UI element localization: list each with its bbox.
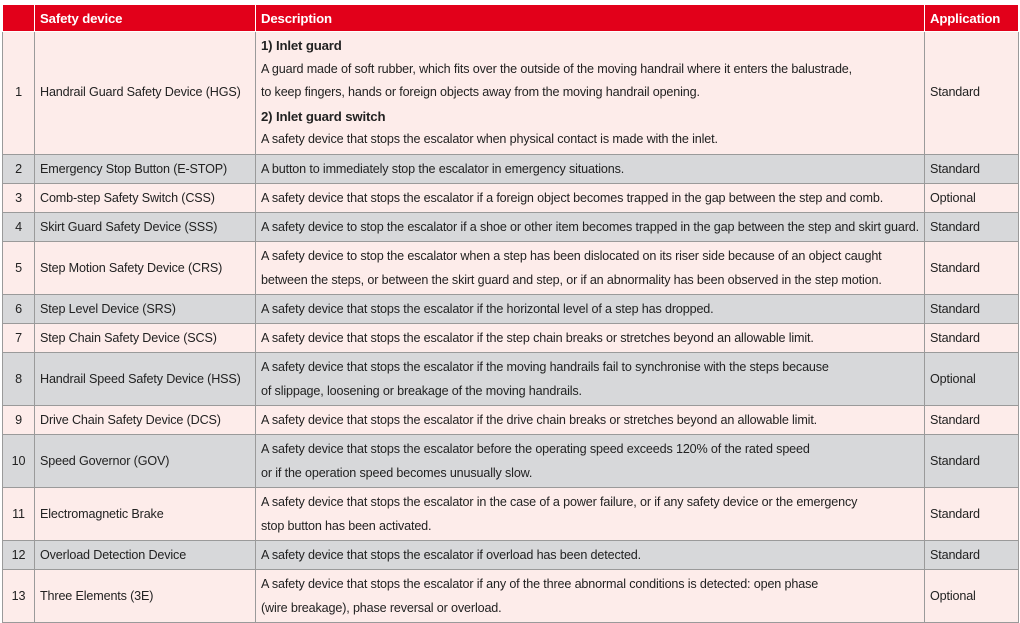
device-name: Step Chain Safety Device (SCS) [35,323,256,352]
description-line: A safety device that stops the escalator when physical contact is made with the inlet. [261,132,718,146]
row-number: 7 [3,323,35,352]
description-line: A safety device that stops the escalator if a foreign object becomes trapped in the gap between the step and comb. [261,190,884,205]
row-number: 12 [3,540,35,569]
device-description [256,323,925,352]
description-line: to keep fingers, hands or foreign objects away from the moving handrail opening. [261,85,700,99]
description-line: A safety device that stops the escalator if the step chain breaks or stretches beyond an allowable limit. [261,330,814,345]
row-number: 10 [3,434,35,487]
description-line: A safety device that stops the escalator in the case of a power failure, or if any safety device or the emergency [261,494,858,509]
device-application: Standard [925,212,1019,241]
safety-devices-table-container [2,4,1018,623]
description-line: A safety device that stops the escalator before the operating speed exceeds 120% of the rated speed [261,441,810,456]
description-line: A button to immediately stop the escalator in emergency situations. [261,161,625,176]
description-line: (wire breakage), phase reversal or overload. [261,600,502,615]
row-number: 6 [3,294,35,323]
table-row [3,32,1019,155]
device-name: Handrail Speed Safety Device (HSS) [35,352,256,405]
table-row [3,241,1019,294]
device-description [256,212,925,241]
device-name: Overload Detection Device [35,540,256,569]
table-row [3,212,1019,241]
device-application: Standard [925,32,1019,155]
row-number: 8 [3,352,35,405]
row-number: 1 [3,32,35,155]
device-application: Optional [925,183,1019,212]
device-application: Standard [925,487,1019,540]
description-line: A safety device to stop the escalator when a step has been dislocated on its riser side because of an object caught [261,248,882,263]
table-row [3,323,1019,352]
device-name: Step Level Device (SRS) [35,294,256,323]
description-subheading: 1) Inlet guard [261,38,342,53]
device-name: Speed Governor (GOV) [35,434,256,487]
device-name: Electromagnetic Brake [35,487,256,540]
device-name: Comb-step Safety Switch (CSS) [35,183,256,212]
device-description [256,487,925,540]
header-description: Description [256,5,925,32]
table-row [3,183,1019,212]
device-application: Standard [925,434,1019,487]
table-header-row [3,5,1019,32]
device-name: Step Motion Safety Device (CRS) [35,241,256,294]
device-application: Standard [925,323,1019,352]
description-line: of slippage, loosening or breakage of the moving handrails. [261,383,582,398]
description-line: A safety device that stops the escalator if any of the three abnormal conditions is detected: open phase [261,576,819,591]
row-number: 5 [3,241,35,294]
row-number: 4 [3,212,35,241]
device-description [256,540,925,569]
description-line: or if the operation speed becomes unusually slow. [261,465,533,480]
description-line: A safety device that stops the escalator if the drive chain breaks or stretches beyond an allowable limit. [261,412,818,427]
table-row [3,352,1019,405]
device-name: Drive Chain Safety Device (DCS) [35,405,256,434]
description-subheading: 2) Inlet guard switch [261,108,386,124]
table-row [3,154,1019,183]
description-line: between the steps, or between the skirt guard and step, or if an abnormality has been observed in the step motion. [261,272,882,287]
device-name: Skirt Guard Safety Device (SSS) [35,212,256,241]
device-name: Handrail Guard Safety Device (HGS) [35,32,256,155]
device-application: Standard [925,154,1019,183]
device-application: Optional [925,352,1019,405]
device-name: Three Elements (3E) [35,569,256,622]
table-row [3,487,1019,540]
device-name: Emergency Stop Button (E-STOP) [35,154,256,183]
device-description [256,352,925,405]
header-application: Application [925,5,1019,32]
device-description [256,32,925,155]
device-application: Standard [925,294,1019,323]
row-number: 13 [3,569,35,622]
description-line: A guard made of soft rubber, which fits over the outside of the moving handrail where it enters the balustrade, [261,61,852,76]
device-description [256,434,925,487]
description-line: A safety device that stops the escalator if overload has been detected. [261,547,642,562]
table-row [3,294,1019,323]
row-number: 11 [3,487,35,540]
device-description [256,294,925,323]
device-description [256,183,925,212]
row-number: 9 [3,405,35,434]
table-row [3,540,1019,569]
safety-devices-table [2,4,1019,623]
device-application: Standard [925,405,1019,434]
header-safety-device: Safety device [35,5,256,32]
device-application: Standard [925,540,1019,569]
device-application: Optional [925,569,1019,622]
header-number [3,5,35,32]
description-line: A safety device to stop the escalator if a shoe or other item becomes trapped in the gap between the step and skirt guard. [261,219,919,234]
device-description [256,405,925,434]
device-description [256,241,925,294]
table-row [3,434,1019,487]
row-number: 3 [3,183,35,212]
device-application: Standard [925,241,1019,294]
table-row [3,405,1019,434]
row-number: 2 [3,154,35,183]
description-line: A safety device that stops the escalator if the moving handrails fail to synchronise with the steps because [261,359,829,374]
description-line: stop button has been activated. [261,518,432,533]
device-description [256,154,925,183]
description-line: A safety device that stops the escalator if the horizontal level of a step has dropped. [261,301,714,316]
